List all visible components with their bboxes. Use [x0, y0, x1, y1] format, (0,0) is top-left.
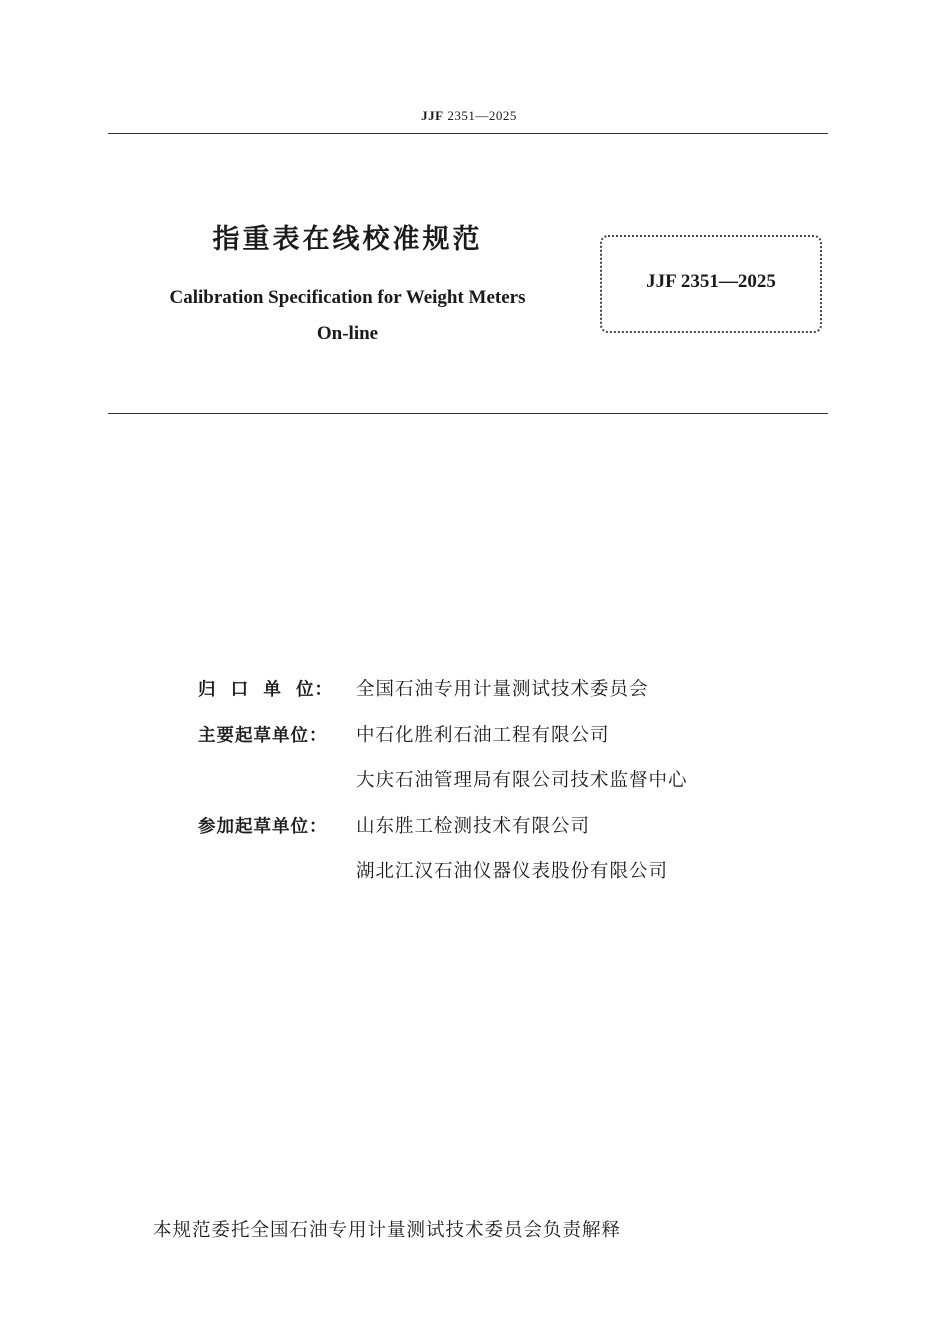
unit-label: 主要起草单位：	[198, 725, 328, 746]
unit-label	[198, 855, 356, 901]
title-english-line-1: Calibration Specification for Weight Meters	[169, 287, 526, 308]
unit-row-main-drafter-2	[198, 764, 798, 810]
title-chinese: 指重表在线校准规范	[212, 224, 483, 255]
unit-value: 全国石油专用计量测试技术委员会	[356, 679, 649, 700]
unit-value: 中石化胜利石油工程有限公司	[356, 724, 610, 746]
unit-label	[198, 764, 356, 810]
interpretation-note: 本规范委托全国石油专用计量测试技术委员会负责解释	[153, 1220, 622, 1241]
bottom-divider	[108, 413, 828, 414]
specification-code-box	[600, 235, 822, 333]
top-divider	[108, 133, 828, 134]
running-header-number: 2351—2025	[447, 108, 517, 123]
unit-value: 山东胜工检测技术有限公司	[356, 815, 591, 837]
running-header	[0, 108, 938, 124]
unit-value: 湖北江汉石油仪器仪表股份有限公司	[356, 861, 669, 882]
unit-row-main-drafter-1	[198, 719, 798, 765]
drafting-units	[198, 673, 798, 901]
running-header-prefix: JJF	[421, 108, 444, 123]
specification-code: JJF 2351—2025	[646, 271, 776, 292]
unit-row-participant-1	[198, 810, 798, 856]
title-block	[120, 222, 575, 352]
unit-value: 大庆石油管理局有限公司技术监督中心	[356, 770, 688, 791]
unit-label: 归 口 单 位：	[198, 680, 334, 700]
unit-label: 参加起草单位：	[198, 816, 328, 837]
unit-row-participant-2	[198, 855, 798, 901]
title-english-line-2: On-line	[316, 323, 379, 344]
unit-row-responsible	[198, 673, 798, 719]
